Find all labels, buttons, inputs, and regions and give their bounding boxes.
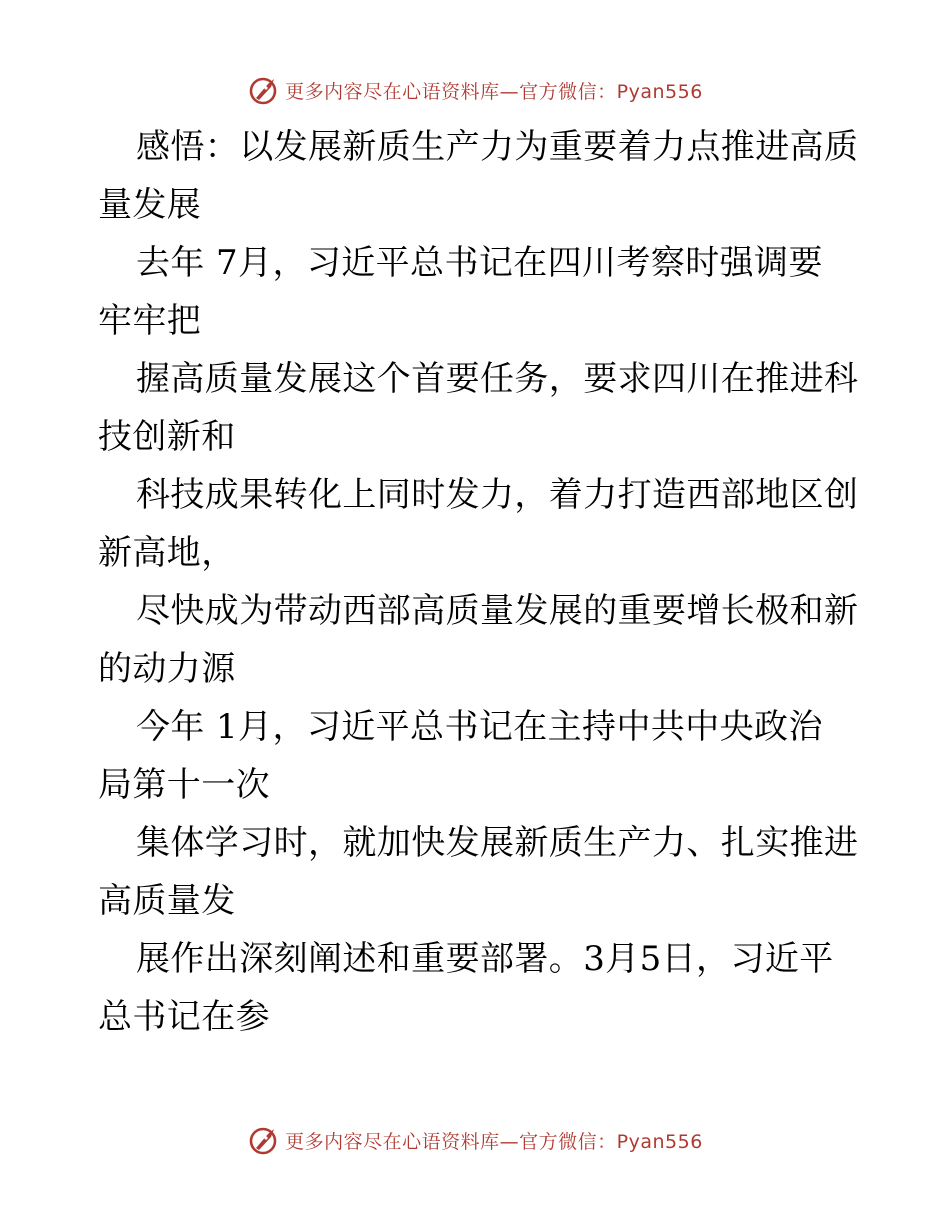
paragraph-line: 展作出深刻阐述和重要部署。3月5日，习近平 [136, 939, 834, 979]
paragraph-line: 握高质量发展这个首要任务，要求四川在推进科 [136, 359, 859, 399]
header-banner [0, 70, 950, 110]
paragraph-line: 尽快成为带动西部高质量发展的重要增长极和新 [136, 591, 859, 631]
paragraph-line: 局第十一次 [98, 765, 270, 805]
paragraph-line: 今年 1月，习近平总书记在主持中共中央政治 [136, 707, 823, 747]
paragraph [98, 118, 858, 234]
paragraph-line: 新高地， [98, 533, 236, 573]
paragraph-line: 总书记在参 [98, 997, 270, 1037]
paragraph-line: 科技成果转化上同时发力，着力打造西部地区创 [136, 475, 859, 515]
banner-text: 更多内容尽在心语资料库—官方微信：Pyan556 [285, 80, 703, 103]
paragraph-line: 去年 7月，习近平总书记在四川考察时强调要 [136, 243, 823, 283]
paragraph [98, 814, 858, 930]
paragraph [98, 234, 858, 350]
pen-nib-logo-icon [247, 73, 281, 107]
paragraph-line: 牢牢把 [98, 301, 202, 341]
banner-text: 更多内容尽在心语资料库—官方微信：Pyan556 [285, 1130, 703, 1153]
paragraph [98, 698, 858, 814]
document-body [98, 118, 858, 1046]
paragraph-line: 技创新和 [98, 417, 236, 457]
paragraph-line: 集体学习时，就加快发展新质生产力、扎实推进 [136, 823, 859, 863]
paragraph [98, 930, 858, 1046]
paragraph [98, 350, 858, 466]
paragraph-line: 高质量发 [98, 881, 236, 921]
paragraph-line: 的动力源 [98, 649, 236, 689]
paragraph-line: 量发展 [98, 185, 202, 225]
paragraph [98, 582, 858, 698]
pen-nib-logo-icon [247, 1123, 281, 1157]
paragraph [98, 466, 858, 582]
paragraph-line: 感悟：以发展新质生产力为重要着力点推进高质 [136, 127, 859, 167]
footer-banner [0, 1120, 950, 1160]
